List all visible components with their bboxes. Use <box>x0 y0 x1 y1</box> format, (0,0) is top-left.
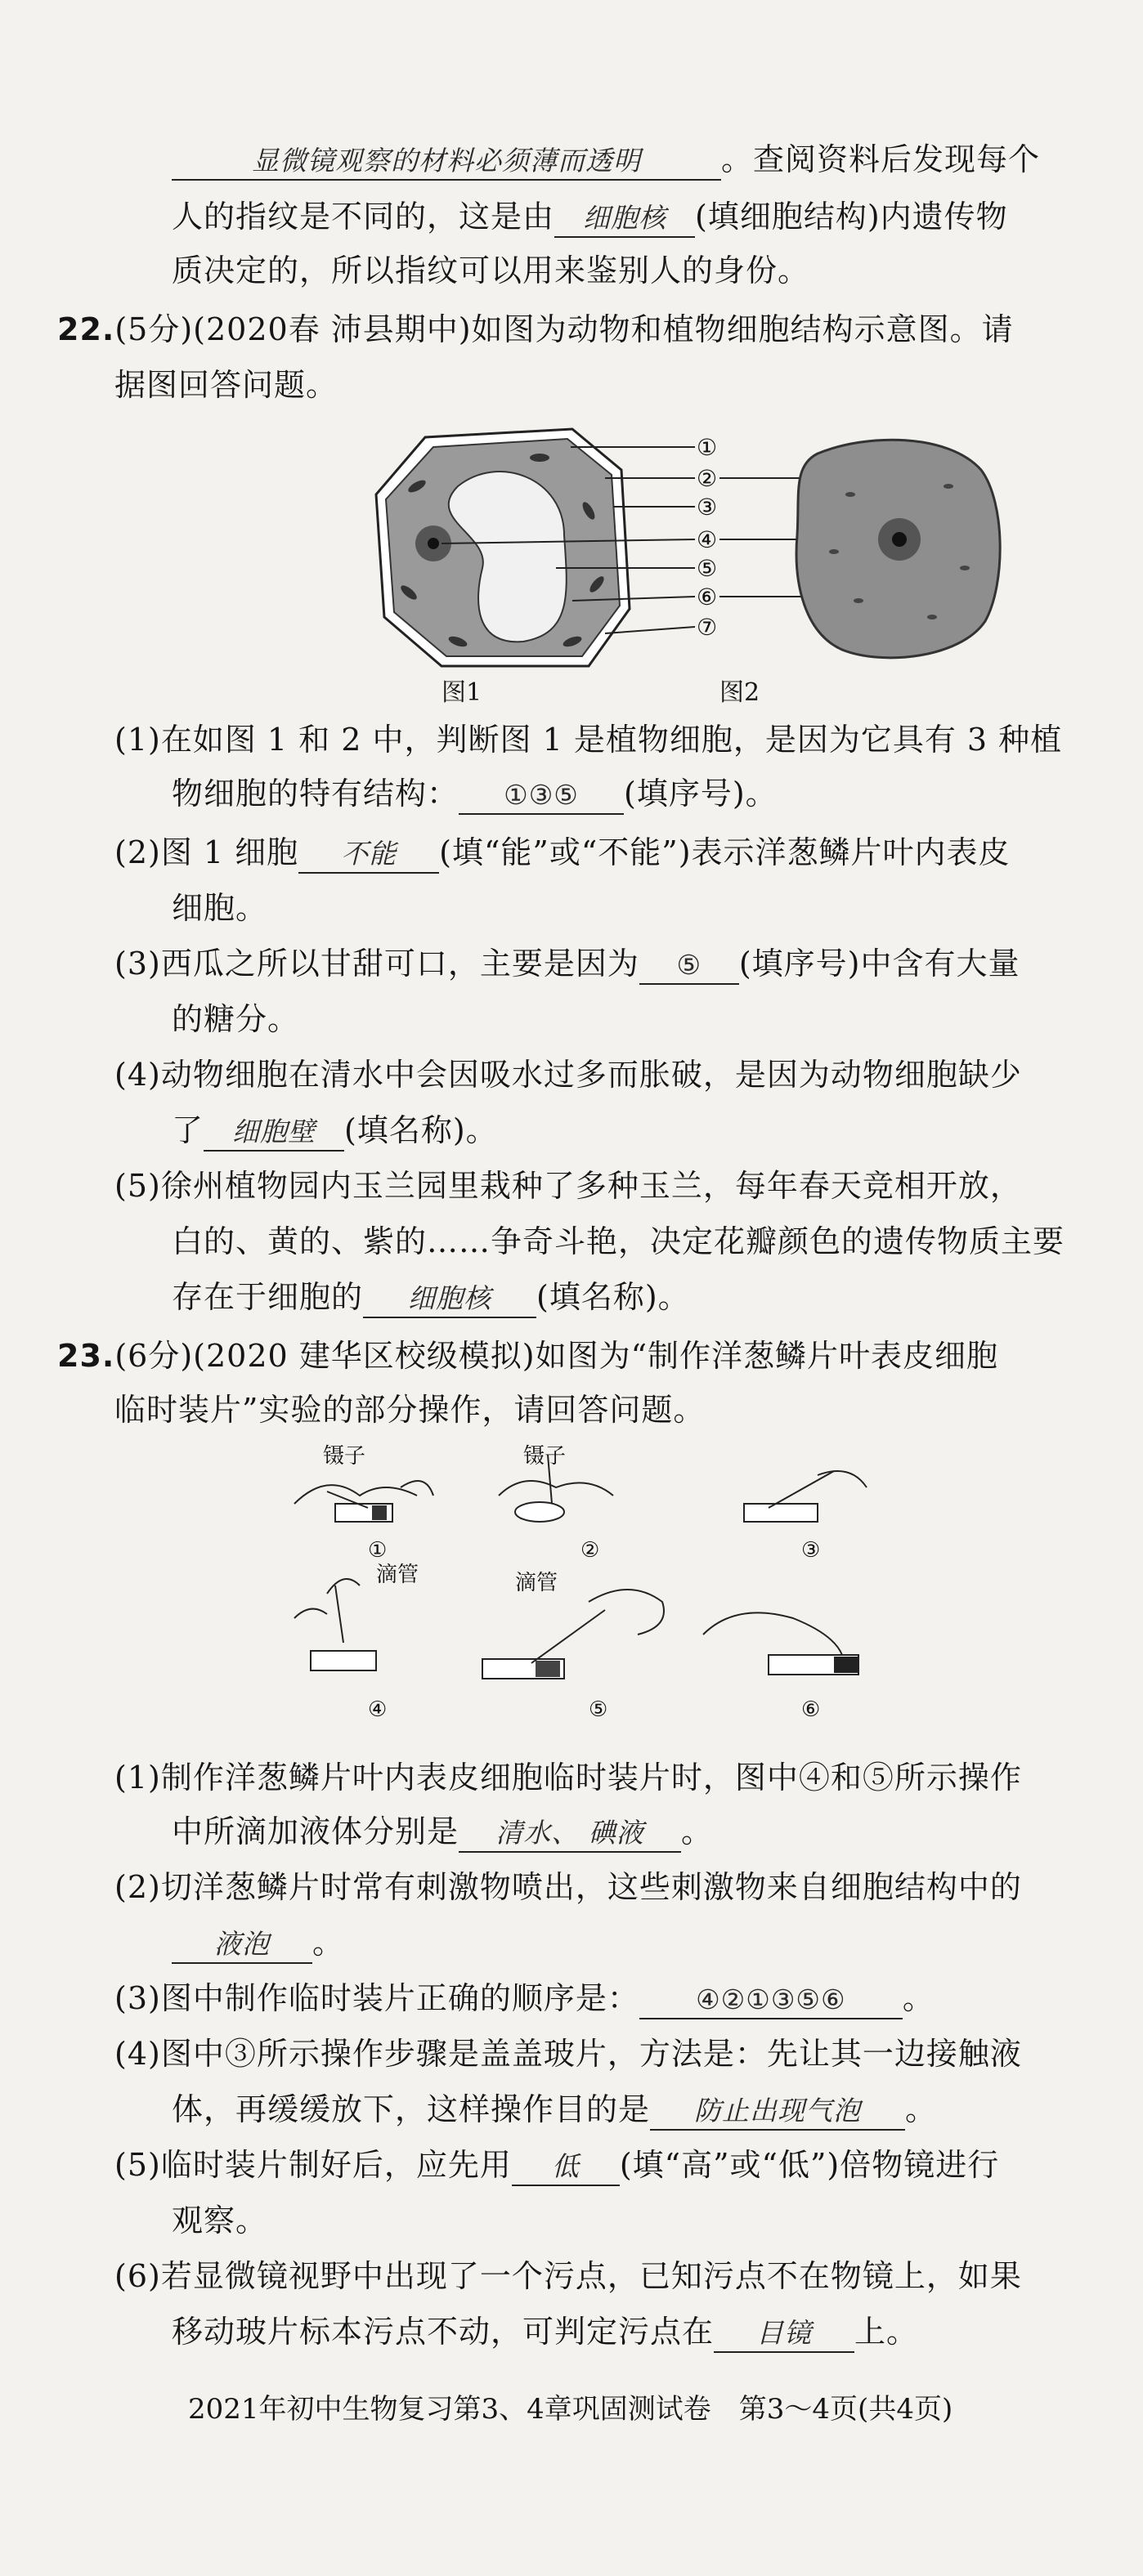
q22-sub1-b: 物细胞的特有结构： ①③⑤ (填序号)。 <box>172 773 778 815</box>
q23-sub2-a: (2)切洋葱鳞片时常有刺激物喷出，这些刺激物来自细胞结构中的 <box>114 1869 1022 1905</box>
label-4: ④ <box>697 526 718 553</box>
step-label-2: ② <box>580 1538 600 1563</box>
cell-diagram <box>360 421 1014 699</box>
intro-line-2: 人的指纹是不同的，这是由 细胞核 (填细胞结构)内遗传物 <box>172 196 1008 238</box>
step-label-5: ⑤ <box>589 1697 608 1722</box>
answer-22-4: 细胞壁 <box>204 1114 344 1152</box>
answer-intro-2: 细胞核 <box>554 200 695 238</box>
q23-heading: 23.(6分)(2020 建华区校级模拟)如图为“制作洋葱鳞片叶表皮细胞 <box>57 1338 999 1374</box>
step-label-1: ① <box>368 1538 388 1563</box>
q22-sub3-b: 的糖分。 <box>172 1001 300 1037</box>
q22-heading-2: 据图回答问题。 <box>114 367 338 403</box>
answer-22-5: 细胞核 <box>363 1281 536 1318</box>
answer-intro-1: 显微镜观察的材料必须薄而透明 <box>172 143 721 181</box>
answer-23-5: 低 <box>512 2149 620 2186</box>
plant-cell <box>376 429 630 666</box>
step-label-4: ④ <box>368 1697 388 1722</box>
q22-sub5-b: 白的、黄的、紫的……争奇斗艳，决定花瓣颜色的遗传物质主要 <box>172 1223 1065 1259</box>
answer-23-2: 液泡 <box>172 1926 312 1964</box>
q23-sub5: (5)临时装片制好后，应先用 低 (填“高”或“低”)倍物镜进行 <box>114 2144 999 2186</box>
tweezers-label-1: 镊子 <box>323 1444 366 1469</box>
q23-heading-2: 临时装片”实验的部分操作，请回答问题。 <box>114 1392 706 1428</box>
q23-sub1-b: 中所滴加液体分别是 清水、 碘液 。 <box>172 1811 713 1853</box>
q22-number: 22. <box>57 311 115 347</box>
label-2: ② <box>697 465 718 492</box>
answer-23-1: 清水、 碘液 <box>459 1815 681 1853</box>
q22-sub4-a: (4)动物细胞在清水中会因吸水过多而胀破，是因为动物细胞缺少 <box>114 1057 1022 1093</box>
q22-sub1-a: (1)在如图 1 和 2 中，判断图 1 是植物细胞，是因为它具有 3 种植 <box>114 722 1063 758</box>
q23-sub5-b: 观察。 <box>172 2203 268 2238</box>
q23-sub3: (3)图中制作临时装片正确的顺序是： ④②①③⑤⑥ 。 <box>114 1978 935 2019</box>
intro-line-3: 质决定的，所以指纹可以用来鉴别人的身份。 <box>172 253 810 288</box>
label-1: ① <box>697 434 718 461</box>
q23-sub6-b: 移动玻片标本污点不动，可判定污点在 目镜 上。 <box>172 2311 918 2353</box>
q22-sub4-b: 了 细胞壁 (填名称)。 <box>172 1110 498 1152</box>
q22-sub5-c: 存在于细胞的 细胞核 (填名称)。 <box>172 1277 690 1318</box>
q23-sub4-a: (4)图中③所示操作步骤是盖盖玻片，方法是：先让其一边接触液 <box>114 2036 1022 2072</box>
q23-sub6-a: (6)若显微镜视野中出现了一个污点，已知污点不在物镜上，如果 <box>114 2258 1022 2294</box>
q23-sub1-a: (1)制作洋葱鳞片叶内表皮细胞临时装片时，图中④和⑤所示操作 <box>114 1760 1022 1796</box>
animal-cell <box>796 440 1000 658</box>
q23-number: 23. <box>57 1338 115 1374</box>
tweezers-label-2: 镊子 <box>523 1444 567 1469</box>
answer-22-1: ①③⑤ <box>459 777 624 815</box>
dropper-label-2: 滴管 <box>515 1571 558 1595</box>
q22-sub2: (2)图 1 细胞 不能 (填“能”或“不能”)表示洋葱鳞片叶内表皮 <box>114 832 1011 874</box>
q23-sub4-b: 体，再缓缓放下，这样操作目的是 防止出现气泡 。 <box>172 2089 937 2131</box>
q23-sub2-b: 液泡 。 <box>172 1922 344 1964</box>
procedure-diagram <box>278 1438 899 1749</box>
answer-22-3: ⑤ <box>639 947 739 985</box>
page-footer: 2021年初中生物复习第3、4章巩固测试卷 第3～4页(共4页) <box>188 2393 953 2426</box>
intro-line-1: 显微镜观察的材料必须薄而透明 。查阅资料后发现每个 <box>172 139 1040 181</box>
answer-23-3: ④②①③⑤⑥ <box>639 1982 903 2019</box>
label-7: ⑦ <box>697 614 718 641</box>
label-6: ⑥ <box>697 584 718 610</box>
label-3: ③ <box>697 494 718 521</box>
q22-sub2-b: 细胞。 <box>172 890 268 926</box>
figure-1-caption: 图1 <box>442 678 482 707</box>
q22-heading: 22.(5分)(2020春 沛县期中)如图为动物和植物细胞结构示意图。请 <box>57 311 1014 347</box>
answer-22-2: 不能 <box>298 836 439 874</box>
figure-2-caption: 图2 <box>719 678 760 707</box>
step-label-6: ⑥ <box>801 1697 821 1722</box>
label-5: ⑤ <box>697 555 718 582</box>
answer-23-6: 目镜 <box>714 2315 854 2353</box>
q22-sub3: (3)西瓜之所以甘甜可口，主要是因为 ⑤ (填序号)中含有大量 <box>114 943 1020 985</box>
step-label-3: ③ <box>801 1538 821 1563</box>
dropper-label-1: 滴管 <box>376 1563 419 1587</box>
answer-23-4: 防止出现气泡 <box>650 2093 905 2131</box>
q22-sub5-a: (5)徐州植物园内玉兰园里栽种了多种玉兰，每年春天竞相开放， <box>114 1168 1022 1204</box>
